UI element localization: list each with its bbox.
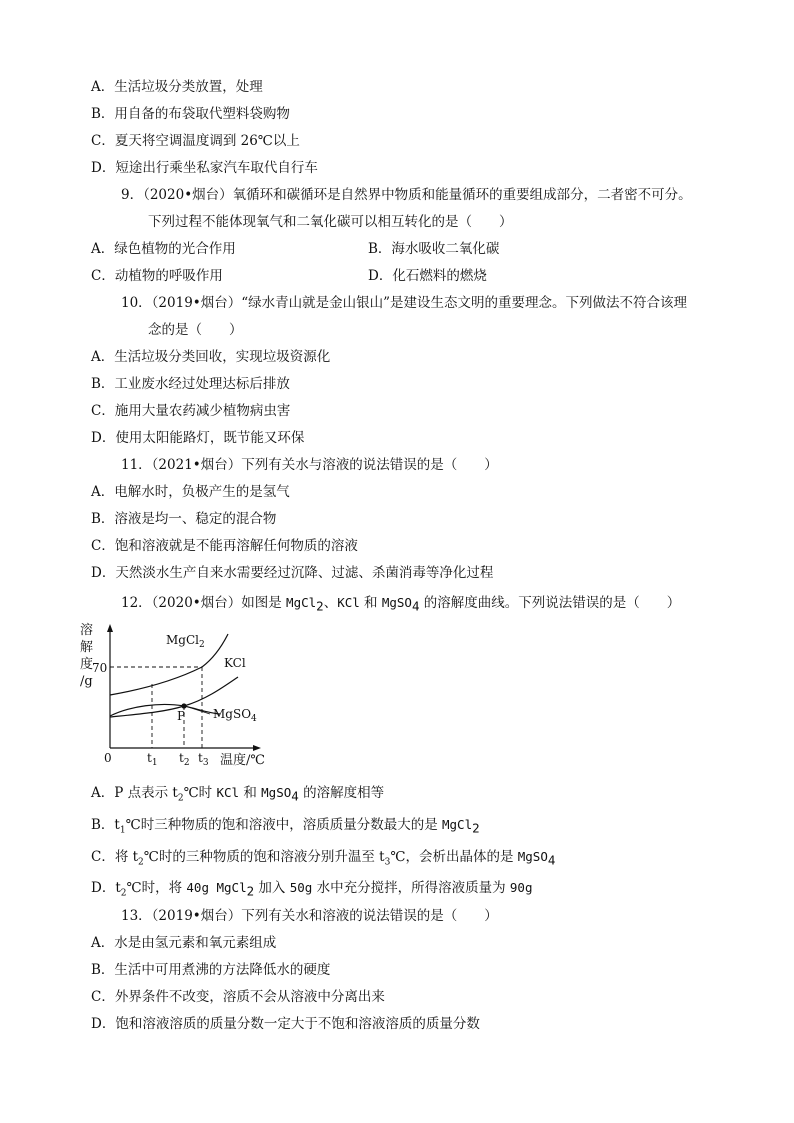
option-a-garbage: A．生活垃圾分类放置，处理 (91, 79, 263, 95)
q12-option-a: A．P 点表示 $t_2℃$时 KCl 和 MgSO$_4$ 的溶解度相等 (91, 785, 385, 804)
q11-option-a: A．电解水时，负极产生的是氢气 (91, 484, 290, 500)
legend-mgso4: MgSO$_4$ (213, 707, 257, 724)
intersection-point-p (181, 703, 186, 708)
legend-mgcl2: MgCl$_2$ (166, 633, 205, 650)
q13-option-a: A．水是由氢元素和氧元素组成 (91, 935, 277, 951)
q9-stem-line2: 下列过程不能体现氧气和二氧化碳可以相互转化的是（ ） (148, 214, 513, 230)
y-label-char-3: 度 (80, 657, 94, 672)
q10-stem-line2: 念的是（ ） (148, 322, 243, 338)
q10-option-c: C．施用大量农药减少植物病虫害 (91, 403, 291, 419)
option-c-air-conditioner: C．夏天将空调温度调到 26℃以上 (91, 133, 300, 149)
q10-stem-line1: 10．（2019•烟台）“绿水青山就是金山银山”是建设生态文明的重要理念。下列做法不符合该理 (121, 295, 688, 311)
solubility-curve-chart (70, 620, 270, 770)
option-b-cloth-bag: B．用自备的布袋取代塑料袋购物 (91, 106, 290, 122)
option-d-private-car: D．短途出行乘坐私家汽车取代自行车 (91, 160, 318, 176)
q9-option-c: C．动植物的呼吸作用 (91, 268, 223, 284)
x-axis-label: 温度/℃ (220, 753, 265, 768)
q12-option-c: C．将 $t_2℃$时的三种物质的饱和溶液分别升温至 $t_3℃$，会析出晶体的是 MgSO$_4$ (91, 849, 556, 868)
x-tick-t3: $t_3$ (198, 751, 209, 768)
x-tick-t1: $t_1$ (147, 751, 158, 768)
origin-label: 0 (104, 751, 112, 765)
q13-option-d: D．饱和溶液溶质的质量分数一定大于不饱和溶液溶质的质量分数 (91, 1016, 480, 1032)
q13-option-b: B．生活中可用煮沸的方法降低水的硬度 (91, 962, 331, 978)
x-tick-t2: $t_2$ (179, 751, 190, 768)
q12-option-b: B．$t_1℃$时三种物质的饱和溶液中，溶质质量分数最大的是 MgCl$_2$ (91, 817, 480, 836)
y-tick-70: 70 (92, 661, 108, 675)
y-label-char-1: 溶 (80, 623, 94, 638)
q10-option-d: D．使用太阳能路灯，既节能又环保 (91, 430, 305, 446)
q9-option-a: A．绿色植物的光合作用 (91, 241, 236, 257)
y-axis-label (80, 622, 93, 689)
q11-option-d: D．天然淡水生产自来水需要经过沉降、过滤、杀菌消毒等净化过程 (91, 565, 494, 581)
mgso4-leader-line (188, 707, 210, 714)
q9-option-d: D．化石燃料的燃烧 (368, 268, 487, 284)
q10-option-a: A．生活垃圾分类回收，实现垃圾资源化 (91, 349, 331, 365)
y-axis-arrow-icon (107, 624, 113, 632)
y-label-char-2: 解 (80, 640, 94, 655)
q10-option-b: B．工业废水经过处理达标后排放 (91, 376, 290, 392)
x-axis-arrow-icon (253, 745, 261, 751)
q11-stem: 11．（2021•烟台）下列有关水与溶液的说法错误的是（ ） (121, 457, 498, 473)
y-label-char-4: /g (80, 674, 93, 689)
q12-option-d: D．$t_2℃$时，将 40g MgCl$_2$ 加入 50g 水中充分搅拌，所得溶液质量为 90g (91, 880, 533, 899)
q9-stem-line1: 9．（2020•烟台）氧循环和碳循环是自然界中物质和能量循环的重要组成部分，二者密不可分。 (121, 187, 692, 203)
q13-option-c: C．外界条件不改变，溶质不会从溶液中分离出来 (91, 989, 385, 1005)
q9-option-b: B．海水吸收二氧化碳 (368, 241, 500, 257)
q12-stem: 12．（2020•烟台）如图是 MgCl$_2$、KCl 和 MgSO$_4$ 的溶解度曲线。下列说法错误的是（ ） (121, 595, 681, 614)
q11-option-b: B．溶液是均一、稳定的混合物 (91, 511, 277, 527)
point-p-label: P (177, 709, 186, 723)
q11-option-c: C．饱和溶液就是不能再溶解任何物质的溶液 (91, 538, 358, 554)
legend-kcl: KCl (224, 656, 246, 670)
q13-stem: 13．（2019•烟台）下列有关水和溶液的说法错误的是（ ） (121, 908, 498, 924)
